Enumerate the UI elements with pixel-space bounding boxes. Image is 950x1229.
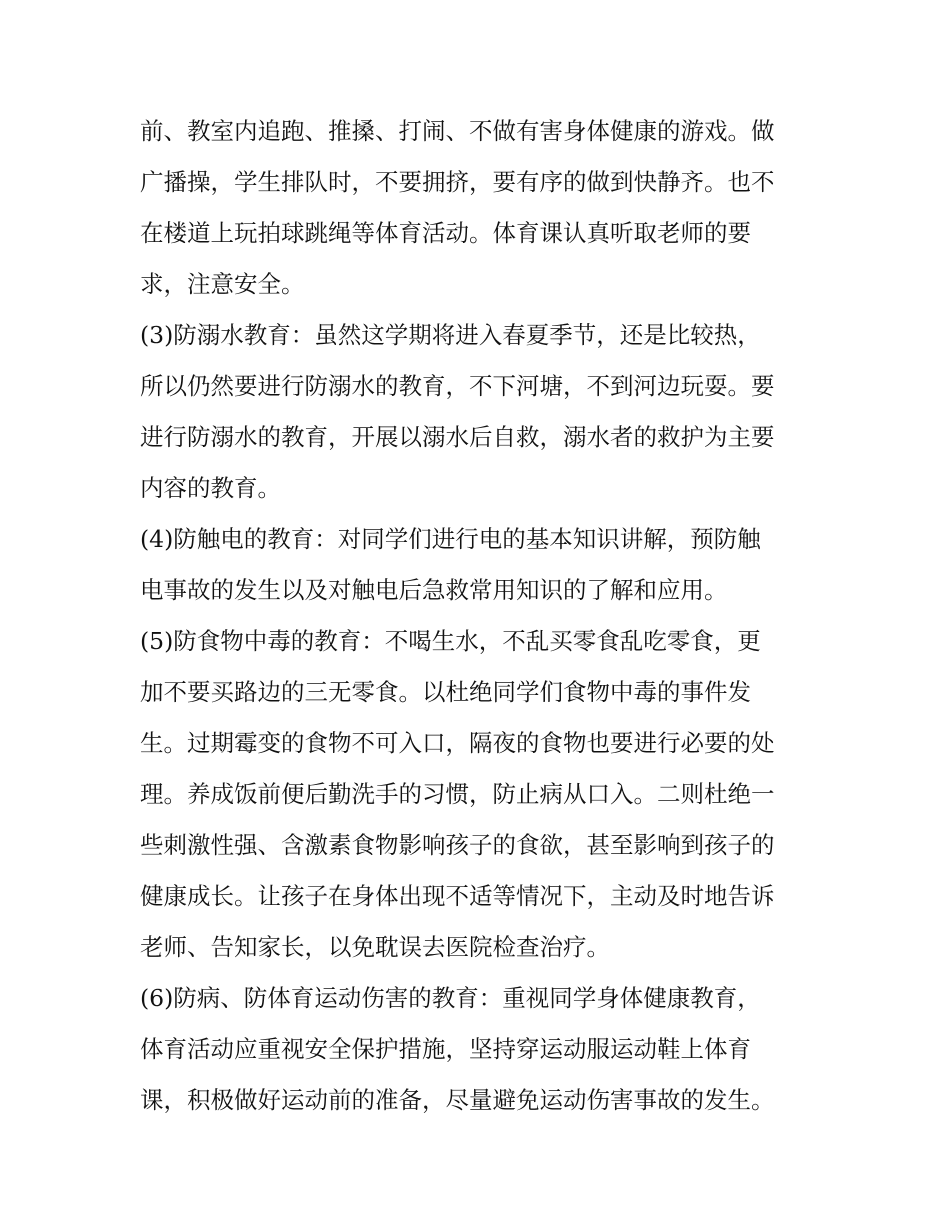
text-line: 求，注意安全。 (140, 270, 305, 298)
text-line: 电事故的发生以及对触电后急救常用知识的了解和应用。 (140, 576, 728, 604)
text-line: 课，积极做好运动前的准备，尽量避免运动伤害事故的发生。 (140, 1086, 775, 1114)
body-text (140, 106, 820, 1126)
text-line: 生。过期霉变的食物不可入口，隔夜的食物也要进行必要的处 (140, 729, 775, 757)
section-4-heading-line: (4)防触电的教育：对同学们进行电的基本知识讲解，预防触 (140, 525, 761, 553)
text-line: 老师、告知家长，以免耽误去医院检查治疗。 (140, 933, 610, 961)
text-line: 加不要买路边的三无零食。以杜绝同学们食物中毒的事件发 (140, 678, 751, 706)
text-line: 健康成长。让孩子在身体出现不适等情况下，主动及时地告诉 (140, 882, 775, 910)
section-3-heading-line: (3)防溺水教育：虽然这学期将进入春夏季节，还是比较热， (140, 321, 761, 349)
text-line: 体育活动应重视安全保护措施，坚持穿运动服运动鞋上体育 (140, 1035, 751, 1063)
text-line: 理。养成饭前便后勤洗手的习惯，防止病从口入。二则杜绝一 (140, 780, 775, 808)
text-line: 内容的教育。 (140, 474, 281, 502)
section-6-heading-line: (6)防病、防体育运动伤害的教育：重视同学身体健康教育， (140, 984, 761, 1012)
text-line: 前、教室内追跑、推搡、打闹、不做有害身体健康的游戏。做 (140, 117, 775, 145)
text-line: 进行防溺水的教育，开展以溺水后自救，溺水者的救护为主要 (140, 423, 775, 451)
text-line: 所以仍然要进行防溺水的教育，不下河塘，不到河边玩耍。要 (140, 372, 775, 400)
text-line: 在楼道上玩拍球跳绳等体育活动。体育课认真听取老师的要 (140, 219, 751, 247)
text-line: 广播操，学生排队时，不要拥挤，要有序的做到快静齐。也不 (140, 168, 775, 196)
text-line: 些刺激性强、含激素食物影响孩子的食欲，甚至影响到孩子的 (140, 831, 775, 859)
section-5-heading-line: (5)防食物中毒的教育：不喝生水，不乱买零食乱吃零食，更 (140, 627, 761, 655)
